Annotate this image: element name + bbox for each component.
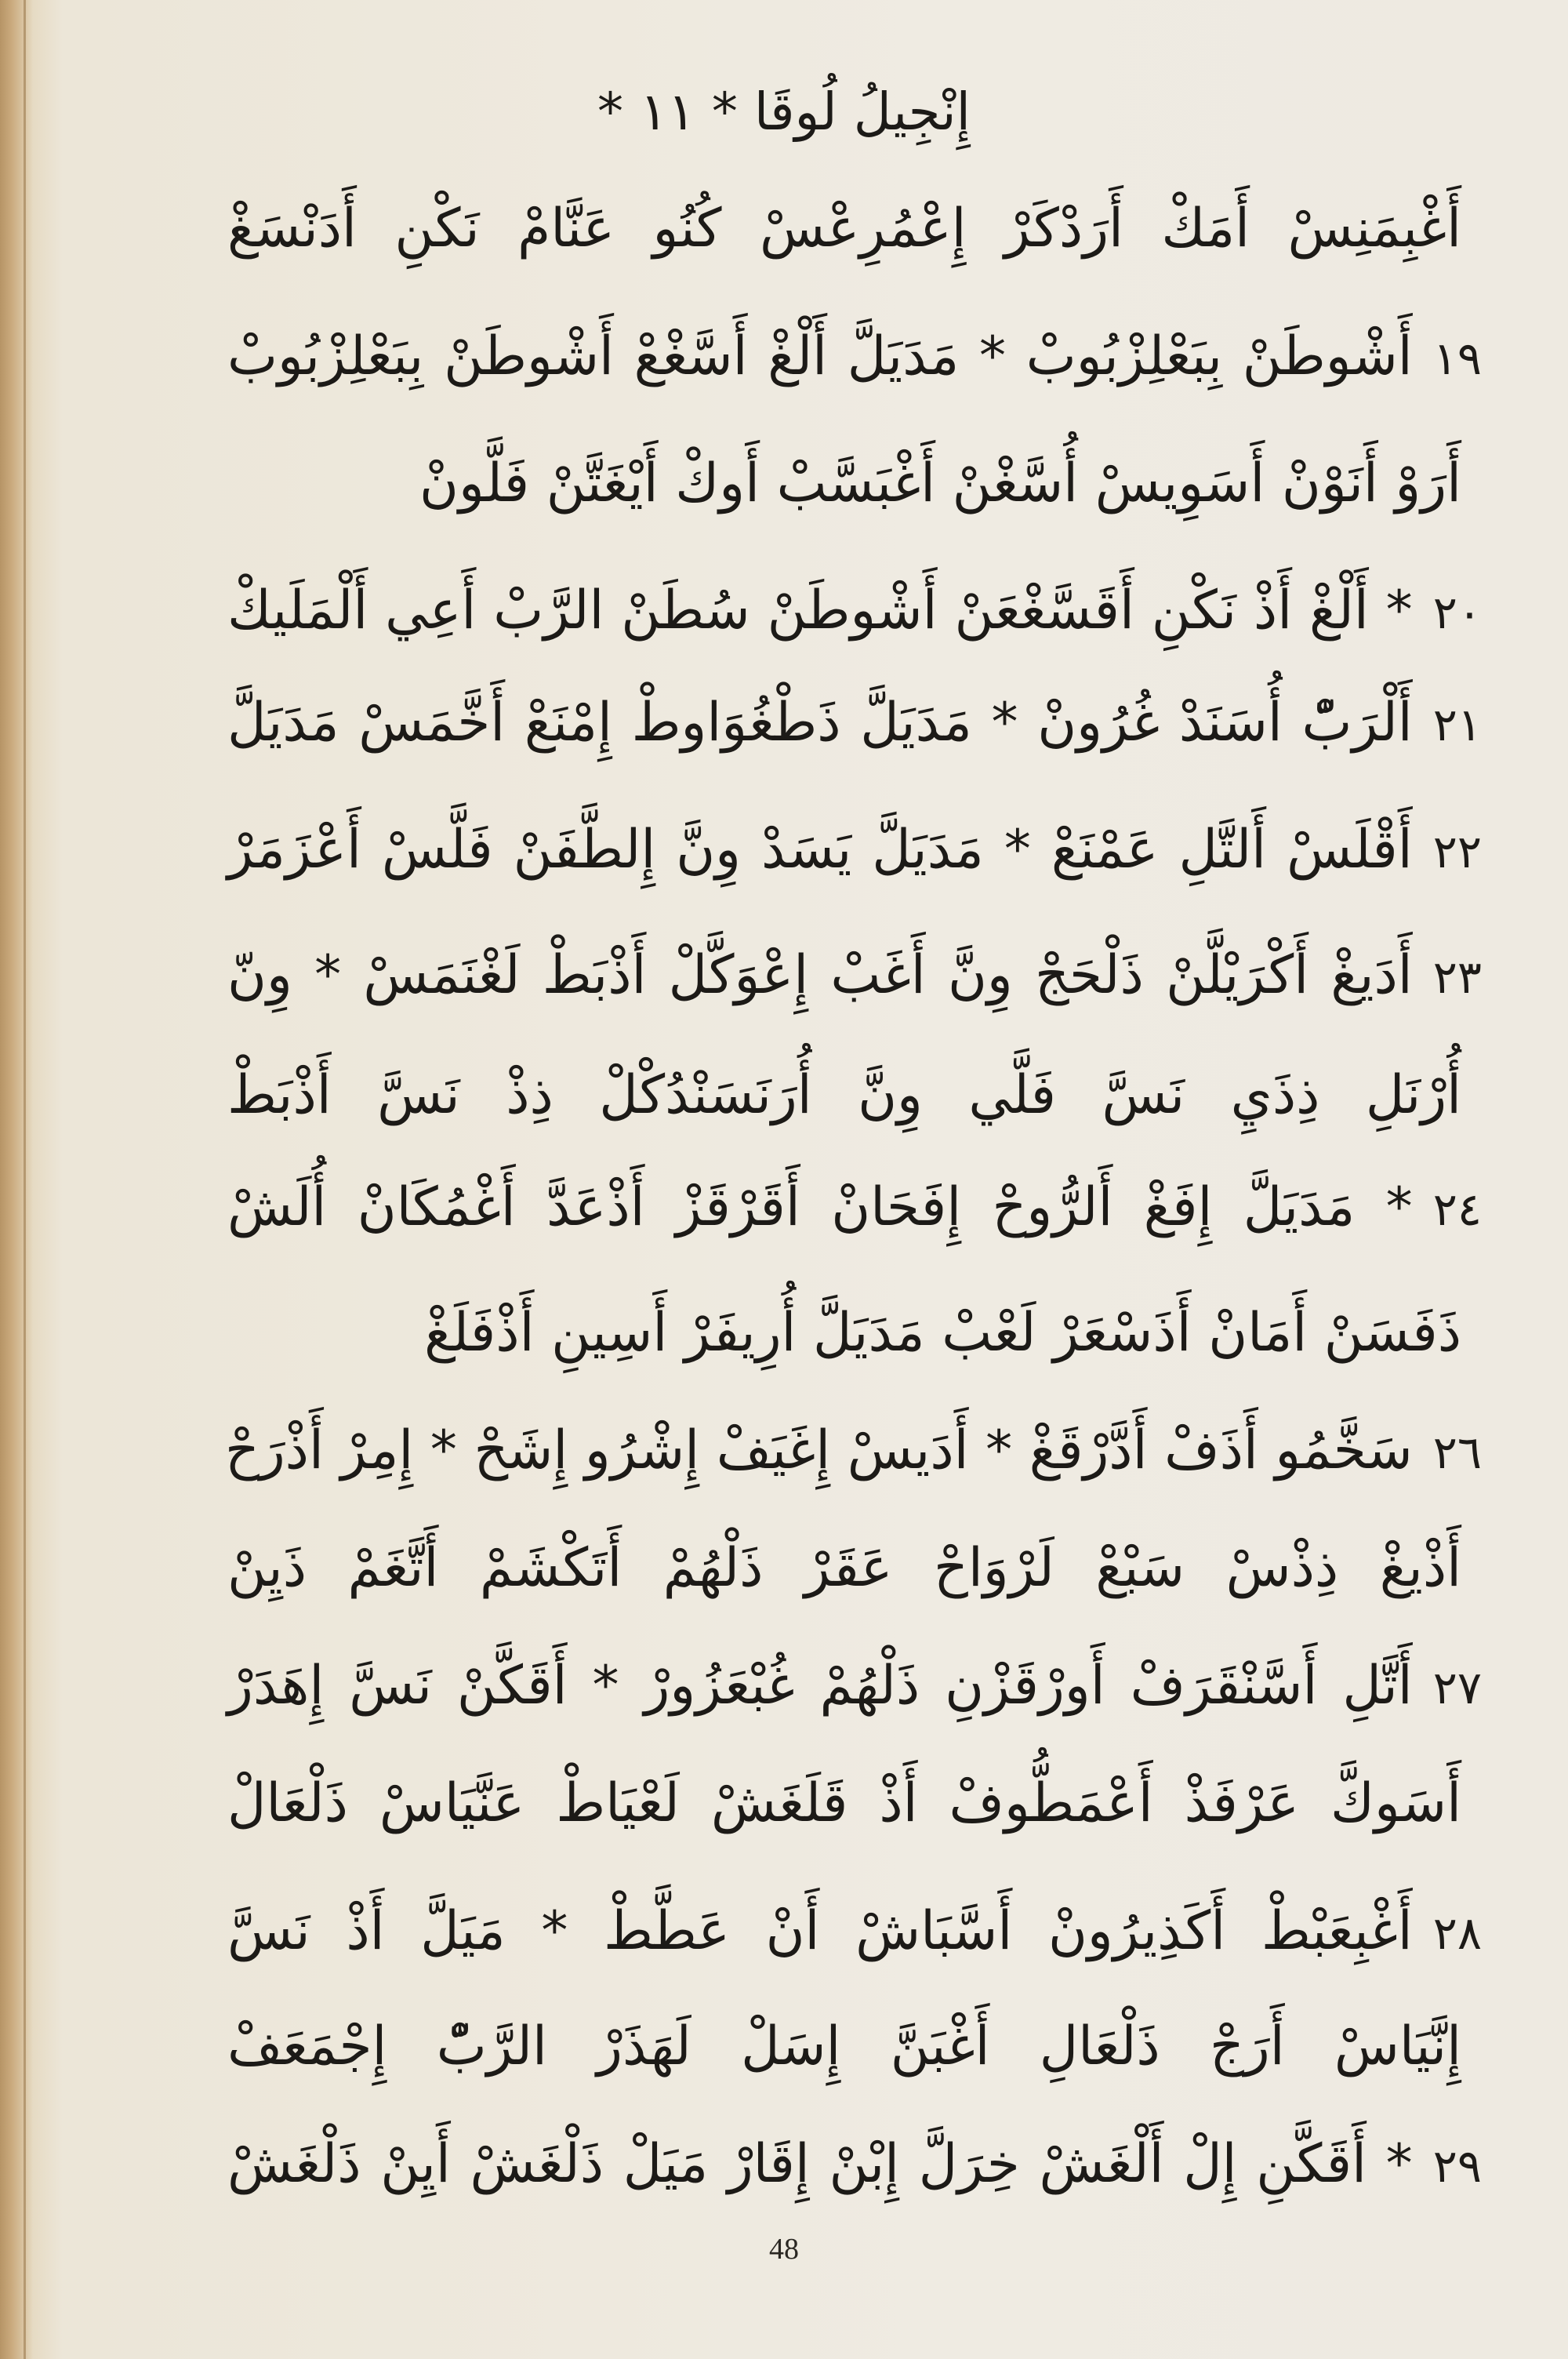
text-line-16 [227, 2000, 1482, 2094]
line-text: أَغْبِمَنِسْ أَمَكْ أَرَدْكَرْ إِعْمُرِعْسْ كُنُو عَنَّامْ نَكْنِ أَدَنْسَغْ [227, 198, 1461, 260]
verse-number: ٢٨ [1432, 1906, 1482, 1960]
text-line-1 [227, 182, 1482, 276]
text-line-15 [227, 1885, 1482, 1979]
text-line-17 [227, 2117, 1482, 2212]
line-text: سَخَّمُو أَذَفْ أَدَّرْقَغْ * أَدَيسْ إِغَيَفْ إِشْرُو إِشَحْ * إِمِرْ أَذْرَحْ [224, 1419, 1413, 1481]
text-line-6 [227, 803, 1482, 897]
text-line-7 [227, 929, 1482, 1023]
text-line-9 [227, 1161, 1482, 1255]
text-line-12 [227, 1521, 1482, 1616]
verse-number: ٢٣ [1432, 951, 1482, 1004]
line-text: أُرْنَلِ ذِذَيِ نَسَّ فَلَّي وِنَّ أُرَنَسَنْدُكْلْ ذِذْ نَسَّ أَذْبَطْ [227, 1064, 1461, 1126]
running-header: إِنْجِيلُ لُوقَا * ١١ * [597, 82, 971, 142]
text-line-10 [227, 1286, 1482, 1380]
verse-number: ١٩ [1432, 332, 1482, 385]
line-text: ذَفَسَنْ أَمَانْ أَذَسْعَرْ لَعْبْ مَدَيَلَّ أُرِيفَرْ أَسِينِ أَذْفَلَغْ [424, 1302, 1461, 1364]
book-binding-edge [0, 0, 33, 2359]
line-text: أَتَّلِ أَسَّنْقَرَفْ أَورْقَزْنِ ذَلْهُمْ غُبْعَزُورْ * أَقَكَّنْ نَسَّ إِهَدَرْ [227, 1655, 1413, 1717]
text-line-11 [224, 1404, 1482, 1498]
text-line-2 [227, 310, 1482, 404]
verse-number: ٢١ [1432, 698, 1482, 751]
verse-number: ٢٦ [1432, 1426, 1482, 1479]
verse-number: ٢٧ [1432, 1661, 1482, 1714]
page-number: 48 [769, 2233, 799, 2266]
line-text: أَلْرَبّْ أُسَنَدْ غُرُونْ * مَدَيَلَّ ذَطْغُوَاوطْ إِمْنَعْ أَخَّمَسْ مَدَيَلَّ [227, 692, 1413, 754]
text-line-4 [227, 564, 1482, 658]
line-text: أَسَوكَّ عَرْفَذْ أَعْمَطُّوفْ أَذْ قَلَغَشْ لَعْيَاطْ عَنَّيَاسْ ذَلْعَالْ [227, 1772, 1461, 1834]
text-line-3 [227, 437, 1482, 531]
text-line-5 [227, 676, 1482, 770]
line-text: إِنَّيَاسْ أَرَجْ ذَلْعَالِ أَغْبَنَّ إِسَلْ لَهَذَرْ الرَّبّْ إِجْمَعَفْ [227, 2016, 1461, 2077]
line-text: أَغْبِعَبْطْ أَكَذِيرُونْ أَسَّبَاشْ أَنْ عَطَّطْ * مَيَلَّ أَذْ نَسَّ [227, 1900, 1413, 1962]
text-line-8 [227, 1049, 1482, 1143]
verse-number: ٢٤ [1432, 1183, 1482, 1236]
line-text: أَدَيغْ أَكْرَيْلَّنْ ذَلْحَجْ وِنَّ أَغَبْ إِعْوَكَّلْ أَذْبَطْ لَغْنَمَسْ * وِنّ [227, 944, 1413, 1006]
line-text: أَقْلَسْ أَلتَّلِ عَمْنَعْ * مَدَيَلَّ يَسَدْ وِنَّ إِلطَّفَنْ فَلَّسْ أَعْزَمَرْ [227, 819, 1413, 881]
line-text: أَشْوطَنْ بِبَعْلِزْبُوبْ * مَدَيَلَّ أَلْغْ أَسَّغْعْ أَشْوطَنْ بِبَعْلِزْبُوبْ [227, 325, 1413, 387]
text-line-13 [227, 1639, 1482, 1733]
line-text: أَذْيغْ ذِذْسْ سَبْعْ لَرْوَاحْ عَقَرْ ذَلْهُمْ أَتَكْشَمْ أَتَّغَمْ ذَيِنْ [227, 1537, 1461, 1599]
line-text: * أَلْغْ أَذْ نَكْنِ أَقَسَّغْعَنْ أَشْوطَنْ سُطَنْ الرَّبْ أَعِي أَلْمَلَيكْ [227, 580, 1413, 642]
line-text: * مَدَيَلَّ إِفَغْ أَلرُّوحْ إِفَحَانْ أَقَرْقَزْ أَذْعَدَّ أَغْمُكَانْ أُلَشْ [227, 1176, 1413, 1238]
binding-shadow-line [24, 0, 26, 2359]
text-line-14 [227, 1757, 1482, 1851]
line-text: أَرَوْ أَنَوْنْ أَسَوِيسْ أُسَّغْنْ أَغْبَسَّبْ أَوكْ أَيْغَتَّنْ فَلَّونْ [419, 453, 1461, 514]
verse-number: ٢٢ [1432, 825, 1482, 878]
verse-number: ٢٩ [1432, 2139, 1482, 2193]
verse-number: ٢٠ [1432, 586, 1482, 639]
line-text: * أَقَكَّنِ إِلْ أَلْغَشْ خِرَلَّ إِبْنْ إِقَارْ مَيَلْ ذَلْغَشْ أَيِنْ ذَلْغَشْ [227, 2133, 1413, 2195]
